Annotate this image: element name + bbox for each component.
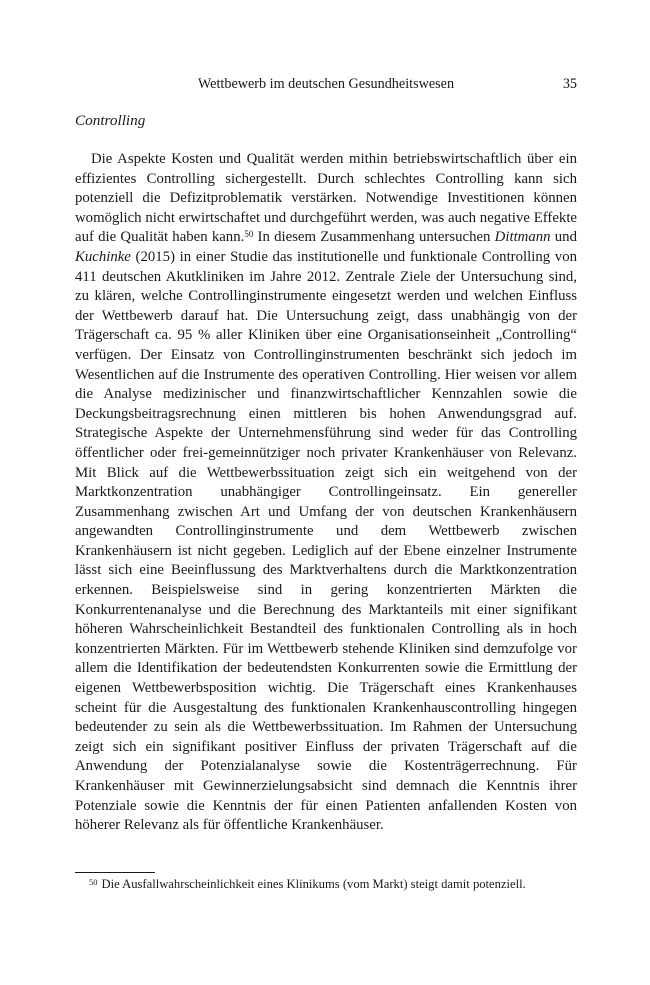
footnote-text: Die Ausfallwahrscheinlichkeit eines Klinikums (vom Markt) steigt damit potenziell. xyxy=(101,877,526,891)
footnote xyxy=(75,876,577,894)
running-title: Wettbewerb im deutschen Gesundheitswesen xyxy=(197,76,455,92)
section-title: Controlling xyxy=(75,112,146,129)
running-header xyxy=(75,76,577,96)
paragraph xyxy=(75,150,577,836)
paragraph-text-2: In diesem Zusammenhang untersuchen xyxy=(253,229,495,246)
footnote-reference[interactable]: 50 xyxy=(244,229,254,240)
footnote-number: 50 xyxy=(89,877,98,887)
author-dittmann: Dittmann xyxy=(494,229,551,246)
paragraph-text-3: (2015) in einer Studie das institutionelle und funktionale Controlling von 411 deutschen Akutkliniken im Jahre 2012. Zentrale Ziele der Untersuchung sind, zu klären, welche Controllinginstrumente eingesetzt werden und welchen Einfluss der Wettbewerb darauf hat. Die Untersuchung zeigt, dass unabhängig von der Trägerschaft ca. 95 % aller Kliniken über eine Organisationseinheit „Controlling“ verfügen. Der Einsatz von Controllinginstrumenten beschränkt sich jedoch im Wesentlichen auf die Instrumente des operativen Controlling. Hier weisen vor allem die Analyse medizinischer und finanzwirtschaftlicher Kennzahlen sowie die Deckungsbeitragsrechnung einen mittleren bis hohen Anwendungsgrad auf. Strategische Aspekte der Unternehmensführung sind weder für das Controlling öffentlicher oder frei-gemeinnütziger noch privater Krankenhäuser von Relevanz. Mit Blick auf die Wettbewerbssituation zeigt sich ein weitgehend von der Marktkonzentration unabhängiger Controllingeinsatz. Ein genereller Zusammenhang zwischen Art und Umfang der von deutschen Krankenhäusern angewandten Controllinginstrumente und dem Wettbewerb zwischen Krankenhäusern ist nicht gegeben. Lediglich auf der Ebene einzelner Instrumente lässt sich eine Beeinflussung des Marktverhaltens durch die Marktkonzentration erkennen. Beispielsweise sind in gering konzentrierten Märkten die Konkurrentenanalyse und die Berechnung des Marktanteils mit einer signifikant höheren Wahrscheinlichkeit Bestandteil des funktionalen Controlling als in hoch konzentrierten Märkten. Für im Wettbewerb stehende Kliniken sind demzufolge vor allem die Identifikation der bedeutendsten Konkurrenten sowie die Ermittlung der eigenen Wettbewerbsposition wichtig. Die Trägerschaft eines Krankenhauses scheint für die Ausgestaltung des funktionalen Krankenhauscontrolling hingegen bedeutender zu sein als die Wettbewerbssituation. Im Rahmen der Untersuchung zeigt sich ein signifikant positiver Einfluss der privaten Trägerschaft auf die Anwendung der Potenzialanalyse sowie die Kostenträgerrechnung. Für Krankenhäuser mit Gewinnerzielungsabsicht sind demnach die Kenntnis ihrer Potenziale sowie die Kenntnis der für einen Patienten anfallenden Kosten von höherer Relevanz als für öffentliche Krankenhäuser. xyxy=(75,248,577,834)
paragraph-text-1: Die Aspekte Kosten und Qualität werden mithin betriebswirtschaftlich über ein effizientes Controlling sichergestellt. Durch schlechtes Controlling kann sich potenziell die Defizitproblematik verstärken. Notwendige Investitionen können womöglich nicht erwirtschaftet und durchgeführt werden, was auch negative Effekte auf die Qualität haben kann. xyxy=(75,151,577,246)
body-text xyxy=(75,150,577,836)
conjunction: und xyxy=(550,229,577,246)
author-kuchinke: Kuchinke xyxy=(75,248,131,265)
footnote-divider xyxy=(75,872,155,873)
page-number: 35 xyxy=(562,76,577,92)
book-page xyxy=(75,0,577,985)
